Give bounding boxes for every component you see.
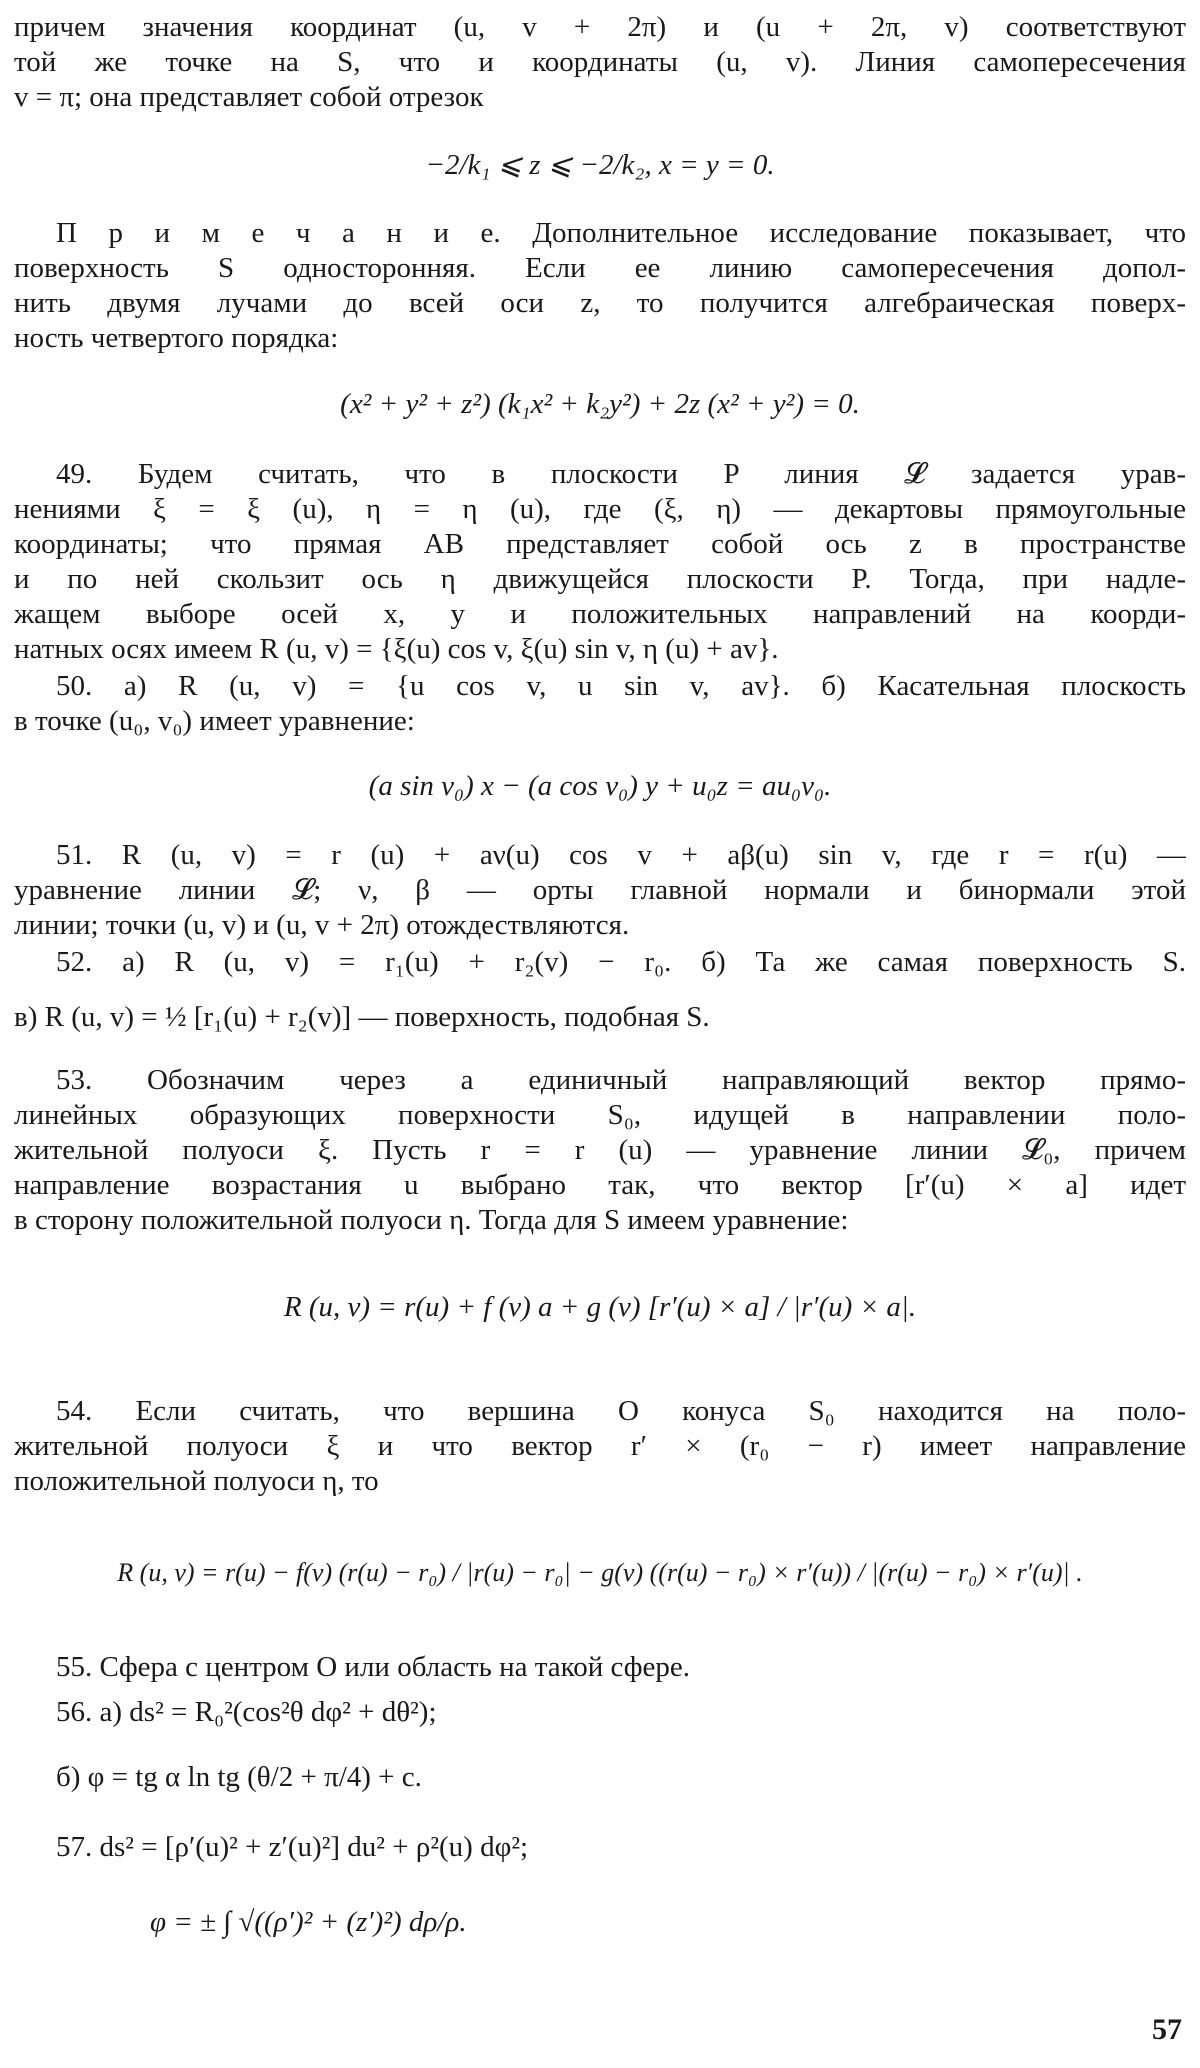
formula: (a sin v₀) x − (a cos v₀) y + u₀z = au₀v₀.: [368, 770, 832, 802]
text-line: уравнение линии 𝓛; ν, β — орты главной нормали и бинормали этой: [14, 874, 1186, 906]
formula: φ = ± ∫ √((ρ′)² + (z′)²) dρ/ρ.: [150, 1906, 467, 1938]
text-line: в) R (u, v) = ½ [r₁(u) + r₂(v)] — поверхность, подобная S.: [14, 1001, 710, 1033]
text-line: 55. Сфера с центром O или область на такой сфере.: [56, 1651, 691, 1683]
text-line: б) φ = tg α ln tg (θ/2 + π/4) + c.: [56, 1761, 422, 1793]
text-line: 49. Будем считать, что в плоскости P линия 𝓛 задается урав-: [56, 458, 1186, 490]
text-line: ность четвертого порядка:: [14, 322, 339, 354]
text-line: жащем выборе осей x, y и положительных направлений на коорди-: [14, 598, 1186, 630]
formula: R (u, v) = r(u) + f (v) a + g (v) [r′(u) × a] / |r′(u) × a|.: [283, 1291, 917, 1323]
text-line: нить двумя лучами до всей оси z, то получится алгебраическая поверх-: [14, 287, 1186, 319]
text-line: в сторону положительной полуоси η. Тогда для S имеем уравнение:: [14, 1204, 849, 1236]
text-line: линии; точки (u, v) и (u, v + 2π) отождествляются.: [14, 909, 630, 941]
text-line: жительной полуоси ξ и что вектор r′ × (r₀ − r) имеет направление: [14, 1430, 1186, 1462]
text-line: направление возрастания u выбрано так, что вектор [r′(u) × a] идет: [14, 1169, 1186, 1201]
text-line: поверхность S односторонняя. Если ее линию самопересечения допол-: [14, 252, 1186, 284]
text-line: 56. а) ds² = R₀²(cos²θ dφ² + dθ²);: [56, 1696, 437, 1728]
text-line: линейных образующих поверхности S₀, идущей в направлении поло-: [14, 1099, 1186, 1131]
page-number: 57: [1152, 2013, 1182, 2046]
text-line: 54. Если считать, что вершина O конуса S₀ находится на поло-: [56, 1395, 1186, 1427]
text-line: натных осях имеем R (u, v) = {ξ(u) cos v, ξ(u) sin v, η (u) + av}.: [14, 633, 779, 665]
text-line: причем значения координат (u, v + 2π) и (u + 2π, v) соответствуют: [14, 11, 1186, 43]
text-line: 50. а) R (u, v) = {u cos v, u sin v, av}. б) Касательная плоскость: [56, 670, 1186, 702]
text-line: координаты; что прямая AB представляет собой ось z в пространстве: [14, 528, 1186, 560]
text-line: нениями ξ = ξ (u), η = η (u), где (ξ, η) — декартовы прямоугольные: [14, 493, 1186, 525]
text-line: 52. а) R (u, v) = r₁(u) + r₂(v) − r₀. б) Та же самая поверхность S.: [56, 946, 1186, 978]
text-line: v = π; она представляет собой отрезок: [14, 81, 484, 113]
text-line: П р и м е ч а н и е. Дополнительное исследование показывает, что: [56, 217, 1186, 249]
text-line: в точке (u₀, v₀) имеет уравнение:: [14, 705, 415, 737]
formula: R (u, v) = r(u) − f(v) (r(u) − r₀) / |r(u) − r₀| − g(v) ((r(u) − r₀) × r′(u)) / |(r(u) − r₀) × r′(u)| .: [117, 1558, 1083, 1587]
text-line: 51. R (u, v) = r (u) + aν(u) cos v + aβ(u) sin v, где r = r(u) —: [56, 839, 1186, 871]
text-line: и по ней скользит ось η движущейся плоскости P. Тогда, при надле-: [14, 563, 1186, 595]
formula: −2/k₁ ⩽ z ⩽ −2/k₂, x = y = 0.: [425, 149, 775, 181]
text-line: 57. ds² = [ρ′(u)² + z′(u)²] du² + ρ²(u) dφ²;: [56, 1831, 529, 1863]
text-line: 53. Обозначим через a единичный направляющий вектор прямо-: [56, 1064, 1186, 1096]
text-line: жительной полуоси ξ. Пусть r = r (u) — уравнение линии 𝓛₀, причем: [14, 1134, 1186, 1166]
text-line: той же точке на S, что и координаты (u, v). Линия самопересечения: [14, 46, 1186, 78]
formula: (x² + y² + z²) (k₁x² + k₂y²) + 2z (x² + y²) = 0.: [340, 388, 860, 420]
text-line: положительной полуоси η, то: [14, 1465, 379, 1497]
